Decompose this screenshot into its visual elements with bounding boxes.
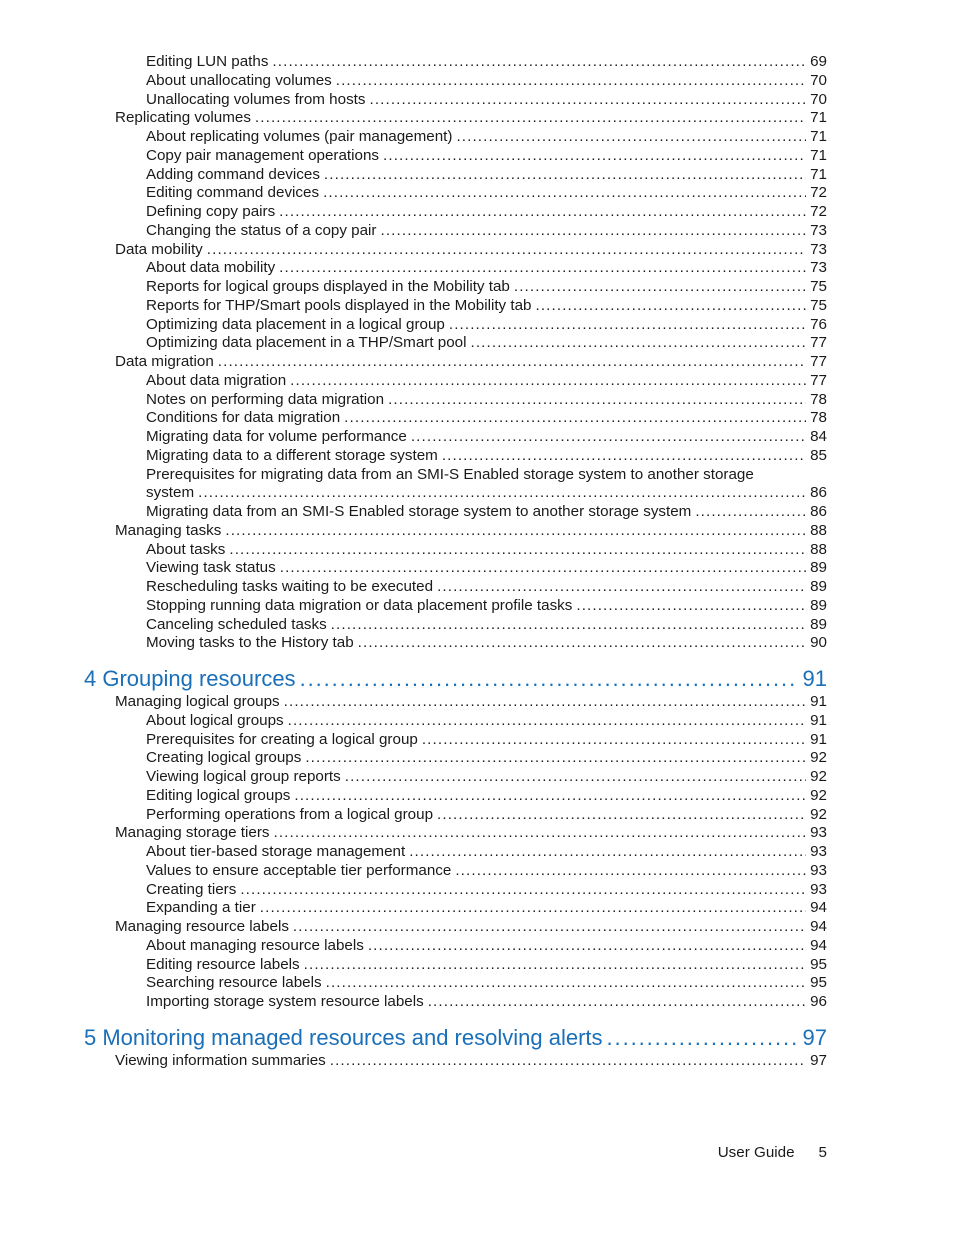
toc-entry-title: About logical groups (146, 711, 284, 729)
toc-page-number: 91 (810, 730, 827, 748)
dot-leader (207, 241, 806, 260)
toc-page-number: 94 (810, 918, 827, 935)
toc-entry-title: Adding command devices (146, 165, 320, 183)
toc-entry[interactable] (146, 316, 827, 335)
toc-entry[interactable] (146, 278, 827, 297)
toc-page-number: 89 (810, 615, 827, 633)
toc-entry-title: About managing resource labels (146, 936, 364, 954)
dot-leader (455, 862, 806, 881)
toc-entry-title: Searching resource labels (146, 974, 322, 992)
toc-page-number: 73 (810, 221, 827, 239)
toc-entry[interactable] (146, 184, 827, 203)
toc-entry[interactable] (146, 297, 827, 316)
dot-leader (368, 937, 806, 956)
toc-entry[interactable] (146, 899, 827, 918)
dot-leader (383, 147, 806, 166)
dot-leader (218, 353, 806, 372)
toc-page-number: 91 (810, 711, 827, 729)
toc-page-number: 86 (810, 503, 827, 520)
page-footer (718, 1144, 827, 1161)
dot-leader (260, 899, 806, 918)
toc-entry[interactable] (146, 203, 827, 222)
toc-entry[interactable] (115, 918, 827, 937)
dot-leader (288, 712, 806, 731)
toc-page-number: 71 (810, 165, 827, 183)
toc-page-number: 84 (810, 428, 827, 445)
toc-page-number: 86 (810, 484, 827, 502)
dot-leader (381, 222, 807, 241)
toc-page-number: 78 (810, 390, 827, 408)
toc-entry-title[interactable]: Prerequisites for migrating data from an SMI-S Enabled storage system to another storage (146, 465, 754, 483)
toc-entry-title: Data migration (115, 353, 214, 370)
toc-entry-title: Viewing task status (146, 559, 276, 577)
toc-entry-title: Canceling scheduled tasks (146, 615, 327, 633)
toc-entry[interactable] (146, 862, 827, 881)
dot-leader (437, 578, 806, 597)
toc-entry[interactable] (146, 222, 827, 241)
toc-entry-title: Reports for logical groups displayed in the Mobility tab (146, 278, 510, 295)
toc-entry-title: Changing the status of a copy pair (146, 221, 377, 239)
toc-entry[interactable] (146, 731, 827, 750)
toc-entry[interactable] (146, 559, 827, 578)
toc-page-number: 71 (810, 146, 827, 164)
toc-page-number: 71 (810, 128, 827, 145)
toc-page-number: 96 (810, 993, 827, 1010)
toc-entry-title: About tier-based storage management (146, 843, 406, 860)
toc-entry[interactable] (146, 391, 827, 410)
dot-leader (369, 91, 806, 110)
toc-page-number: 92 (810, 749, 827, 767)
toc-entry[interactable] (146, 541, 827, 560)
toc-entry[interactable] (146, 372, 827, 391)
toc-entry-title: Creating logical groups (146, 749, 302, 767)
toc-page-number: 95 (810, 974, 827, 992)
toc-entry[interactable] (146, 578, 827, 597)
toc-page-number: 94 (810, 899, 827, 917)
toc-entry-title: Viewing information summaries (115, 1051, 326, 1069)
toc-entry[interactable] (146, 91, 827, 110)
toc-entry[interactable] (146, 147, 827, 166)
toc-entry-title: Prerequisites for creating a logical group (146, 730, 418, 748)
toc-entry-title: About data mobility (146, 259, 276, 277)
toc-entry[interactable] (146, 72, 827, 91)
toc-entry-title: Managing logical groups (115, 693, 280, 710)
dot-leader (304, 956, 806, 975)
toc-page-number: 77 (810, 371, 827, 389)
dot-leader (449, 316, 806, 335)
toc-entry[interactable] (146, 974, 827, 993)
toc-entry[interactable] (146, 937, 827, 956)
toc-entry[interactable] (146, 993, 827, 1012)
toc-entry-title: Conditions for data migration (146, 409, 341, 427)
toc-page-number: 92 (810, 768, 827, 785)
dot-leader (255, 109, 806, 128)
toc-entry[interactable] (146, 749, 827, 768)
toc-entry[interactable] (146, 259, 827, 278)
toc-entry[interactable] (115, 522, 827, 541)
footer-page-number: 5 (818, 1144, 827, 1161)
toc-entry[interactable] (146, 712, 827, 731)
toc-page-number: 91 (810, 693, 827, 710)
toc-entry[interactable] (146, 53, 827, 72)
dot-leader (576, 597, 806, 616)
dot-leader (272, 53, 806, 72)
toc-entry-title: Rescheduling tasks waiting to be executed (146, 578, 434, 595)
dot-leader (411, 428, 806, 447)
toc-entry[interactable] (146, 597, 827, 616)
footer-label: User Guide (717, 1144, 795, 1161)
toc-entry-title: Copy pair management operations (146, 146, 380, 164)
toc-page-number: 77 (810, 353, 827, 370)
dot-leader (274, 824, 807, 843)
dot-leader (695, 503, 806, 522)
toc-page-number: 93 (810, 880, 827, 898)
toc-page-number: 75 (810, 278, 827, 295)
toc-entry-title: Values to ensure acceptable tier performance (146, 861, 452, 879)
dot-leader (442, 447, 806, 466)
toc-entry-title: Defining copy pairs (146, 203, 276, 220)
dot-leader (229, 541, 806, 560)
toc-page-number: 92 (810, 805, 827, 823)
toc-entry-title: Reports for THP/Smart pools displayed in the Mobility tab (146, 296, 532, 314)
toc-entry[interactable] (115, 353, 827, 372)
toc-page-number: 89 (810, 578, 827, 595)
toc-entry[interactable] (115, 824, 827, 843)
toc-page-number: 73 (810, 259, 827, 277)
toc-entry-title: Migrating data from an SMI-S Enabled storage system to another storage system (146, 503, 692, 520)
toc-entry-title: Moving tasks to the History tab (146, 634, 354, 652)
dot-leader (240, 881, 806, 900)
toc-entry-title: Viewing logical group reports (146, 768, 341, 785)
toc-page-number: 94 (810, 936, 827, 954)
dot-leader (225, 522, 806, 541)
toc-entry[interactable] (146, 616, 827, 635)
toc-entry-title: Expanding a tier (146, 899, 256, 917)
dot-leader (330, 1052, 806, 1071)
dot-leader (345, 768, 806, 787)
toc-entry-title: About unallocating volumes (146, 71, 332, 89)
toc-page-number: 89 (810, 559, 827, 577)
toc-entry-title: Managing resource labels (115, 918, 289, 935)
toc-page-number: 78 (810, 409, 827, 427)
toc-entry-title: Managing storage tiers (115, 824, 270, 842)
dot-leader (437, 806, 806, 825)
dot-leader (300, 665, 799, 693)
toc-page-number: 70 (810, 90, 827, 108)
toc-entry-title: Editing LUN paths (146, 53, 269, 70)
toc-entry[interactable] (146, 503, 827, 522)
toc-entry[interactable] (146, 166, 827, 185)
toc-entry-title: Optimizing data placement in a logical group (146, 315, 445, 333)
toc-entry-title: About replicating volumes (pair management) (146, 128, 453, 145)
dot-leader (284, 693, 806, 712)
toc-chapter-title: 5 Monitoring managed resources and resolving alerts (84, 1024, 603, 1050)
toc-page-number: 77 (810, 334, 827, 352)
toc-entry-title: About data migration (146, 371, 287, 389)
dot-leader (323, 184, 806, 203)
toc-page-number: 90 (810, 634, 827, 652)
dot-leader (422, 731, 806, 750)
dot-leader (428, 993, 806, 1012)
toc-page-number: 70 (810, 71, 827, 89)
dot-leader (294, 787, 806, 806)
dot-leader (358, 634, 806, 653)
toc-entry[interactable] (146, 956, 827, 975)
toc-entry[interactable] (146, 787, 827, 806)
dot-leader (336, 72, 806, 91)
toc-page-number: 92 (810, 786, 827, 804)
toc-page-number: 71 (810, 109, 827, 127)
toc-page-number: 85 (810, 446, 827, 464)
toc-entry[interactable] (115, 241, 827, 260)
toc-entry-title: Optimizing data placement in a THP/Smart pool (146, 334, 467, 352)
toc-page-number: 93 (810, 843, 827, 860)
toc-page-number: 88 (810, 540, 827, 558)
dot-leader (344, 409, 806, 428)
dot-leader (326, 974, 806, 993)
dot-leader (331, 616, 806, 635)
toc-entry-title: Editing logical groups (146, 786, 291, 804)
toc-entry[interactable] (115, 109, 827, 128)
toc-chapter-entry[interactable] (84, 1024, 827, 1052)
dot-leader (388, 391, 806, 410)
toc-entry-continuation: system (146, 484, 195, 502)
toc-entry-title: Managing tasks (115, 521, 222, 539)
toc-entry-title: Editing command devices (146, 184, 320, 202)
toc-page-number: 97 (810, 1051, 827, 1069)
toc-page-number: 69 (810, 53, 827, 70)
toc-entry[interactable] (146, 409, 827, 428)
toc-entry-title: Stopping running data migration or data placement profile tasks (146, 596, 573, 614)
toc-entry[interactable] (115, 1052, 827, 1071)
toc-page-number: 88 (810, 521, 827, 539)
dot-leader (290, 372, 806, 391)
toc-entry-title: Replicating volumes (115, 109, 251, 127)
toc-entry-title: Migrating data for volume performance (146, 428, 407, 445)
toc-entry[interactable] (146, 768, 827, 787)
toc-page-number: 89 (810, 596, 827, 614)
toc-entry-title: Migrating data to a different storage system (146, 446, 438, 464)
toc-chapter-entry[interactable] (84, 665, 827, 693)
dot-leader (409, 843, 806, 862)
toc-entry[interactable] (146, 447, 827, 466)
dot-leader (324, 166, 806, 185)
toc-page-number: 76 (810, 315, 827, 333)
toc-page-number: 93 (810, 861, 827, 879)
toc-entry-title: Notes on performing data migration (146, 390, 385, 408)
toc-page-number: 75 (810, 296, 827, 314)
toc-entry[interactable] (146, 334, 827, 353)
toc-page-number: 72 (810, 203, 827, 220)
toc-page-number: 93 (810, 824, 827, 842)
toc-page-number: 97 (802, 1024, 827, 1050)
toc-chapter-title: 4 Grouping resources (84, 666, 296, 691)
toc-entry-title: Data mobility (115, 240, 203, 258)
dot-leader (514, 278, 806, 297)
dot-leader (279, 259, 806, 278)
toc-entry[interactable] (146, 484, 827, 503)
toc-entry[interactable] (146, 806, 827, 825)
toc-page-number: 73 (810, 240, 827, 258)
toc-entry-title: Unallocating volumes from hosts (146, 90, 366, 108)
toc-page-number: 95 (810, 955, 827, 973)
dot-leader (456, 128, 806, 147)
toc-page-number: 91 (802, 666, 827, 691)
toc-entry[interactable] (115, 693, 827, 712)
toc-entry-title: Performing operations from a logical group (146, 805, 434, 823)
dot-leader (536, 297, 807, 316)
dot-leader (279, 203, 806, 222)
toc-entry-title: Creating tiers (146, 880, 237, 898)
dot-leader (607, 1024, 799, 1052)
dot-leader (280, 559, 806, 578)
dot-leader (471, 334, 807, 353)
dot-leader (293, 918, 806, 937)
dot-leader (305, 749, 806, 768)
toc-entry-title: Editing resource labels (146, 955, 300, 973)
toc-entry-title: Importing storage system resource labels (146, 993, 424, 1010)
toc-entry-title: About tasks (146, 540, 226, 558)
toc-page-number: 72 (810, 184, 827, 202)
toc-entry[interactable] (146, 428, 827, 447)
dot-leader (198, 484, 806, 503)
toc-entry[interactable] (146, 128, 827, 147)
toc-entry[interactable] (146, 881, 827, 900)
toc-entry[interactable] (146, 634, 827, 653)
toc-entry[interactable] (146, 843, 827, 862)
